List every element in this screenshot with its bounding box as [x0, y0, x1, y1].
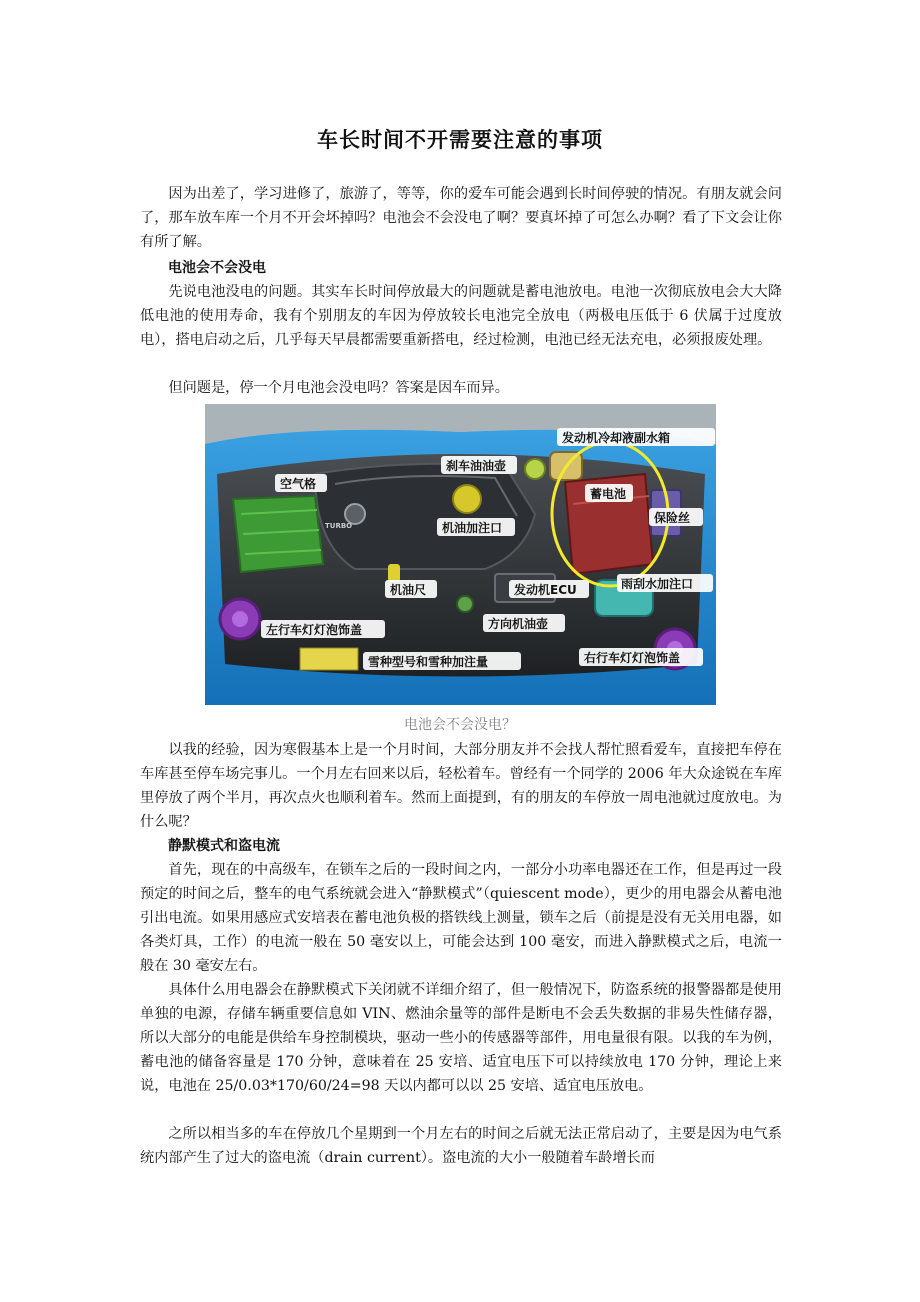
label-oil-filler: 机油加注口: [442, 521, 503, 535]
engine-bay-image: [205, 404, 716, 705]
quiescent-paragraph: 首先，现在的中高级车，在锁车之后的一段时间之内，一部分小功率电器还在工作，但是再过一段预定的时间之后，整车的电气系统就会进入“静默模式”（quiescent mode），更少的用电器会从蓄电池引出电流。如果用感应式安培表在蓄电池负极的搭铁线上测量，锁车之后（前提是没有无关用电器，如各类灯具，工作）的电流一般在 50 毫安以上，可能会达到 100 毫安，而进入静默模式之后，电流一般在 30 毫安左右。: [140, 862, 782, 974]
label-ecu: 发动机ECU: [514, 583, 577, 597]
drain-current-paragraph: 之所以相当多的车在停放几个星期到一个月左右的时间之后就无法正常启动了，主要是因为电气系统内部产生了过大的盗电流（drain current）。盗电流的大小一般随着车龄增长而: [140, 1126, 782, 1166]
figure-caption: 电池会不会没电？: [404, 717, 516, 733]
label-battery: 蓄电池: [590, 487, 627, 501]
label-coolant-tank: 发动机冷却液副水箱: [562, 431, 671, 445]
label-right-lamp-cover: 右行车灯灯泡饰盖: [584, 651, 681, 665]
battery-question-paragraph: 但问题是，停一个月电池会没电吗？答案是因车而异。: [168, 380, 509, 396]
label-air-filter: 空气格: [280, 477, 317, 491]
label-left-lamp-cover: 左行车灯灯泡饰盖: [266, 623, 363, 637]
engine-bay-figure: [205, 404, 716, 705]
label-fuse: 保险丝: [654, 511, 691, 525]
label-brake-fluid: 刹车油油壶: [446, 459, 507, 473]
consumers-paragraph: 具体什么用电器会在静默模式下关闭就不详细介绍了，但一般情况下，防盗系统的报警器都是使用单独的电源，存储车辆重要信息如 VIN、燃油余量等的部件是断电不会丢失数据的非易失性储存器，所以大部分的电能是供给车身控制模块，驱动一些小的传感器等部件，用电量很有限。以我的车为例，蓄电池的储备容量是 170 分钟，意味着在 25 安培、适宜电压下可以持续放电 170 分钟，理论上来说，电池在 25/0.03*170/60/24=98 天以内都可以以 25 安培、适宜电压放电。: [140, 982, 782, 1094]
section-heading-quiescent: 静默模式和盗电流: [168, 838, 280, 854]
turbo-badge: TURBO: [325, 522, 353, 530]
label-refrigerant: 雪种型号和雪种加注量: [368, 655, 489, 669]
label-dipstick: 机油尺: [390, 583, 427, 597]
label-steering-fluid: 方向机油壶: [488, 617, 549, 631]
battery-paragraph: 先说电池没电的问题。其实车长时间停放最大的问题就是蓄电池放电。电池一次彻底放电会大大降低电池的使用寿命，我有个别朋友的车因为停放较长电池完全放电（两极电压低于 6 伏属于过度放电），搭电启动之后，几乎每天早晨都需要重新搭电，经过检测，电池已经无法充电，必须报废处理。: [140, 284, 782, 348]
experience-paragraph: 以我的经验，因为寒假基本上是一个月时间，大部分朋友并不会找人帮忙照看爱车，直接把车停在车库甚至停车场完事儿。一个月左右回来以后，轻松着车。曾经有一个同学的 2006 年大众途锐在车库里停放了两个半月，再次点火也顺利着车。然而上面提到，有的朋友的车停放一周电池就过度放电。为什么呢？: [140, 742, 782, 830]
label-washer-fill: 雨刮水加注口: [621, 577, 694, 591]
section-heading-battery: 电池会不会没电: [168, 260, 266, 276]
intro-paragraph: 因为出差了，学习进修了，旅游了，等等，你的爱车可能会遇到长时间停驶的情况。有朋友就会问了，那车放车库一个月不开会坏掉吗？电池会不会没电了啊？要真坏掉了可怎么办啊？看了下文会让你有所了解。: [140, 186, 782, 250]
document-title: 车长时间不开需要注意的事项: [317, 128, 603, 152]
